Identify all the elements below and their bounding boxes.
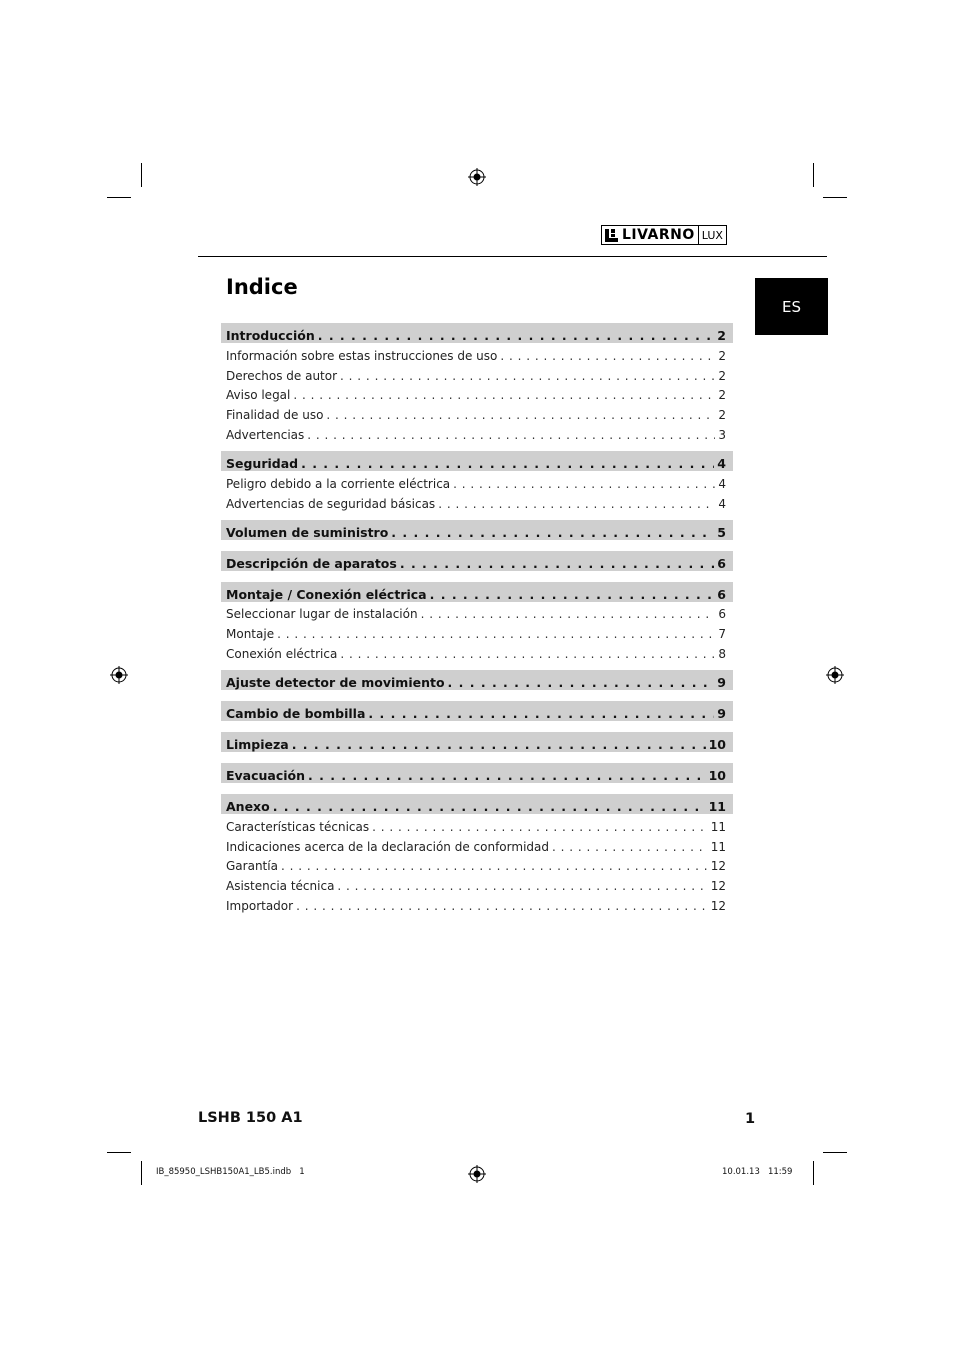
toc-entry[interactable] (226, 474, 726, 494)
toc-entry[interactable] (226, 876, 726, 896)
toc-section-page: 9 (717, 674, 726, 690)
toc-entry-page: 11 (710, 839, 726, 854)
toc-entry[interactable] (226, 386, 726, 406)
toc-entry-label: Peligro debido a la corriente eléctrica (226, 476, 451, 491)
brand-sub: LUX (699, 225, 727, 245)
toc-leader (277, 627, 715, 641)
registration-mark-icon (468, 1165, 486, 1183)
toc-section-heading[interactable] (221, 451, 733, 471)
toc-entry-page: 2 (718, 368, 726, 383)
crop-mark-icon (141, 1161, 142, 1185)
toc-section-heading[interactable] (221, 670, 733, 690)
toc-entry-label: Información sobre estas instrucciones de uso (226, 348, 498, 363)
toc-section-heading[interactable] (221, 763, 733, 783)
toc-leader (340, 369, 715, 383)
toc-section (221, 582, 733, 670)
toc-section-heading[interactable] (221, 732, 733, 752)
toc-entry[interactable] (226, 366, 726, 386)
slug-file: IB_85950_LSHB150A1_LB5.indb 1 (156, 1167, 305, 1177)
registration-mark-icon (468, 168, 486, 186)
toc-section-label: Limpieza (226, 736, 289, 752)
toc-leader (453, 477, 715, 491)
language-tab: ES (755, 278, 828, 335)
page-number: 1 (745, 1111, 756, 1127)
toc-section-heading[interactable] (221, 323, 733, 343)
toc-section (221, 551, 733, 582)
crop-mark-icon (823, 197, 847, 198)
crop-mark-icon (141, 163, 142, 187)
toc-entry-page: 8 (718, 647, 726, 662)
toc-entry-label: Derechos de autor (226, 368, 338, 383)
toc-entry-label: Advertencias (226, 428, 305, 443)
crop-mark-icon (813, 1161, 814, 1185)
toc-section (221, 520, 733, 551)
toc-leader (337, 879, 707, 893)
toc-leader (318, 328, 715, 343)
toc-section-heading[interactable] (221, 551, 733, 571)
header-rule (198, 256, 827, 257)
toc-leader (296, 899, 708, 913)
toc-leader (368, 706, 714, 721)
toc-section (221, 763, 733, 794)
toc-entry[interactable] (226, 425, 726, 445)
toc-section-page: 6 (717, 555, 726, 571)
toc-section-label: Volumen de suministro (226, 524, 389, 540)
toc-section (221, 323, 733, 451)
toc-entry-page: 2 (718, 388, 726, 403)
toc-entry-page: 2 (718, 408, 726, 423)
toc-entry-label: Advertencias de seguridad básicas (226, 496, 436, 511)
toc-entry[interactable] (226, 346, 726, 366)
toc-leader (301, 456, 714, 471)
crop-mark-icon (823, 1152, 847, 1153)
toc-entry-page: 12 (710, 879, 726, 894)
toc-entry-page: 11 (710, 819, 726, 834)
toc-section-page: 2 (717, 328, 726, 343)
crop-mark-icon (107, 1152, 131, 1153)
table-of-contents (221, 323, 733, 922)
toc-entry-label: Seleccionar lugar de instalación (226, 607, 418, 622)
toc-section-page: 5 (717, 524, 726, 540)
toc-leader (421, 607, 716, 621)
toc-leader (448, 675, 715, 690)
toc-entry-page: 4 (718, 496, 726, 511)
toc-entry-page: 4 (718, 476, 726, 491)
toc-entry-page: 7 (718, 627, 726, 642)
toc-leader (400, 556, 714, 571)
toc-entry-label: Características técnicas (226, 819, 370, 834)
toc-section-page: 10 (708, 736, 726, 752)
toc-entry[interactable] (226, 405, 726, 425)
toc-section-heading[interactable] (221, 701, 733, 721)
toc-section-heading[interactable] (221, 582, 733, 602)
toc-section (221, 451, 733, 520)
livarno-logo-icon (605, 229, 618, 242)
toc-entry-page: 6 (718, 607, 726, 622)
toc-section-heading[interactable] (221, 794, 733, 814)
toc-leader (281, 859, 708, 873)
toc-section-label: Evacuación (226, 767, 306, 783)
toc-entry-label: Montaje (226, 627, 275, 642)
toc-leader (372, 820, 708, 834)
registration-mark-icon (826, 666, 844, 684)
toc-section-heading[interactable] (221, 520, 733, 540)
toc-section-label: Seguridad (226, 455, 299, 471)
toc-leader (292, 737, 706, 752)
brand-logo-main (601, 225, 699, 245)
toc-entry[interactable] (226, 624, 726, 644)
toc-entry[interactable] (226, 494, 726, 514)
toc-section-page: 4 (717, 455, 726, 471)
toc-leader (391, 525, 714, 540)
page-title: Indice (226, 275, 298, 299)
toc-entry-label: Conexión eléctrica (226, 647, 338, 662)
toc-section-label: Ajuste detector de movimiento (226, 674, 445, 690)
toc-section-label: Cambio de bombilla (226, 705, 366, 721)
toc-entry-page: 12 (710, 899, 726, 914)
toc-entry-label: Indicaciones acerca de la declaración de conformidad (226, 839, 549, 854)
toc-section-label: Montaje / Conexión eléctrica (226, 586, 427, 602)
toc-entry-label: Finalidad de uso (226, 408, 324, 423)
toc-section-page: 10 (708, 767, 726, 783)
toc-leader (308, 768, 706, 783)
toc-leader (326, 408, 715, 422)
toc-entry-label: Aviso legal (226, 388, 291, 403)
toc-section (221, 701, 733, 732)
model-number: LSHB 150 A1 (198, 1110, 303, 1126)
toc-entry[interactable] (226, 857, 726, 877)
toc-section-page: 9 (717, 705, 726, 721)
toc-section-label: Anexo (226, 798, 270, 814)
toc-entry[interactable] (226, 817, 726, 837)
toc-section-label: Introducción (226, 328, 315, 343)
toc-leader (293, 388, 715, 402)
toc-entry-label: Asistencia técnica (226, 879, 335, 894)
toc-entry-page: 3 (718, 428, 726, 443)
toc-leader (500, 349, 715, 363)
registration-mark-icon (110, 666, 128, 684)
toc-entry-page: 2 (718, 348, 726, 363)
toc-leader (340, 647, 715, 661)
toc-entry[interactable] (226, 605, 726, 625)
toc-entry[interactable] (226, 644, 726, 664)
crop-mark-icon (813, 163, 814, 187)
crop-mark-icon (107, 197, 131, 198)
toc-leader (430, 587, 715, 602)
toc-entry-label: Garantía (226, 859, 278, 874)
toc-section (221, 794, 733, 922)
brand-logo (601, 225, 727, 245)
toc-section (221, 670, 733, 701)
toc-entry[interactable] (226, 837, 726, 857)
toc-entry-label: Importador (226, 899, 294, 914)
toc-section-page: 11 (708, 798, 726, 814)
toc-section-page: 6 (717, 586, 726, 602)
toc-leader (438, 497, 715, 511)
toc-section-label: Descripción de aparatos (226, 555, 397, 571)
toc-entry-page: 12 (710, 859, 726, 874)
toc-leader (307, 428, 715, 442)
toc-leader (552, 840, 708, 854)
slug-date: 10.01.13 11:59 (722, 1167, 793, 1177)
toc-entry[interactable] (226, 896, 726, 916)
toc-leader (273, 799, 706, 814)
brand-name: LIVARNO (622, 227, 695, 243)
toc-section (221, 732, 733, 763)
